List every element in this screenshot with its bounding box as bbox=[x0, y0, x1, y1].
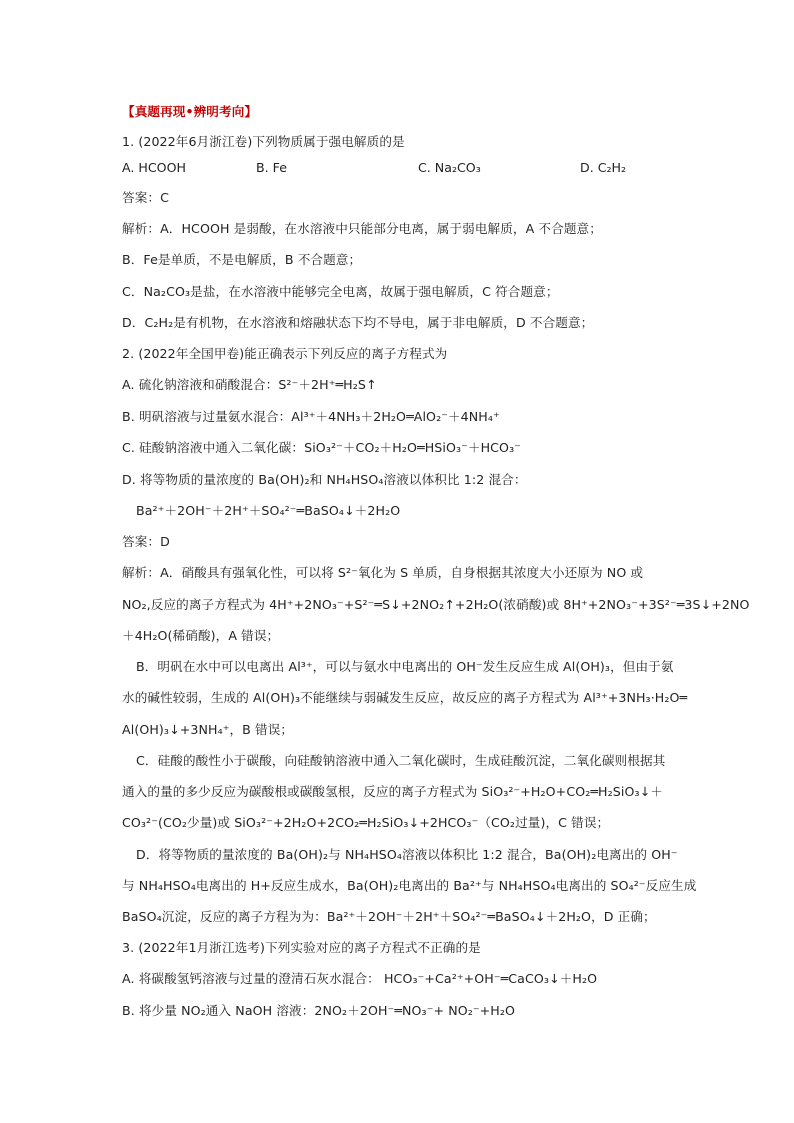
q2-analysis-line: 水的碱性较弱，生成的 Al(OH)₃不能继续与弱碱发生反应，故反应的离子方程式为 Al³⁺+3NH₃·H₂O═ bbox=[122, 690, 688, 705]
q2-option-b: B. 明矾溶液与过量氨水混合：Al³⁺＋4NH₃＋2H₂O═AlO₂⁻＋4NH₄⁺ bbox=[122, 409, 500, 424]
q2-option-d-equation: Ba²⁺＋2OH⁻＋2H⁺＋SO₄²⁻═BaSO₄↓＋2H₂O bbox=[136, 503, 401, 518]
q2-analysis-line: 与 NH₄HSO₄电离出的 H+反应生成水，Ba(OH)₂电离出的 Ba²⁺与 NH₄HSO₄电离出的 SO₄²⁻反应生成 bbox=[122, 878, 697, 893]
q1-option-b: B. Fe bbox=[256, 160, 287, 175]
q3-option-b: B. 将少量 NO₂通入 NaOH 溶液：2NO₂＋2OH⁻═NO₃⁻+ NO₂⁻+H₂O bbox=[122, 1003, 516, 1018]
q2-answer: 答案：D bbox=[122, 534, 170, 549]
q1-analysis-line: D．C₂H₂是有机物，在水溶液和熔融状态下均不导电，属于非电解质，D 不合题意； bbox=[122, 315, 594, 330]
q2-option-a: A. 硫化钠溶液和硝酸混合：S²⁻＋2H⁺═H₂S↑ bbox=[122, 377, 377, 392]
q3-option-a: A. 将碳酸氢钙溶液与过量的澄清石灰水混合： HCO₃⁻+Ca²⁺+OH⁻═CaCO₃↓＋H₂O bbox=[122, 971, 598, 986]
q2-analysis-line: BaSO₄沉淀，反应的离子方程为为：Ba²⁺＋2OH⁻＋2H⁺＋SO₄²⁻═BaSO₄↓＋2H₂O，D 正确； bbox=[122, 909, 656, 924]
q1-option-a: A. HCOOH bbox=[122, 160, 186, 175]
q2-analysis-line: 解析：A．硝酸具有强氧化性，可以将 S²⁻氧化为 S 单质，自身根据其浓度大小还原为 NO 或 bbox=[122, 565, 644, 580]
q2-option-c: C. 硅酸钠溶液中通入二氧化碳：SiO₃²⁻＋CO₂＋H₂O═HSiO₃⁻＋HCO₃⁻ bbox=[122, 440, 521, 455]
q1-options bbox=[122, 160, 682, 176]
q2-analysis-line: NO₂,反应的离子方程式为 4H⁺+2NO₃⁻+S²⁻═S↓+2NO₂↑+2H₂O(浓硝酸)或 8H⁺+2NO₃⁻+3S²⁻═3S↓+2NO bbox=[122, 597, 750, 612]
q1-answer: 答案：C bbox=[122, 190, 169, 205]
q2-option-d: D. 将等物质的量浓度的 Ba(OH)₂和 NH₄HSO₄溶液以体积比 1:2 混合： bbox=[122, 472, 527, 487]
section-heading: 【真题再现•辨明考向】 bbox=[122, 104, 258, 119]
q1-analysis-line: C．Na₂CO₃是盐，在水溶液中能够完全电离，故属于强电解质，C 符合题意； bbox=[122, 284, 559, 299]
q1-analysis-line: 解析：A．HCOOH 是弱酸，在水溶液中只能部分电离，属于弱电解质，A 不合题意； bbox=[122, 221, 602, 236]
q2-analysis-line: CO₃²⁻(CO₂少量)或 SiO₃²⁻+2H₂O+2CO₂═H₂SiO₃↓+2HCO₃⁻（CO₂过量)，C 错误； bbox=[122, 815, 610, 830]
q2-analysis-line: B．明矾在水中可以电离出 Al³⁺，可以与氨水中电离出的 OH⁻发生反应生成 Al(OH)₃，但由于氨 bbox=[136, 659, 674, 674]
q3-stem: 3. (2022年1月浙江选考)下列实验对应的离子方程式不正确的是 bbox=[122, 940, 481, 955]
q2-analysis-line: C．硅酸的酸性小于碳酸，向硅酸钠溶液中通入二氧化碳时，生成硅酸沉淀，二氧化碳则根据其 bbox=[136, 753, 666, 768]
q2-stem: 2. (2022年全国甲卷)能正确表示下列反应的离子方程式为 bbox=[122, 346, 448, 361]
q2-analysis-line: ＋4H₂O(稀硝酸)，A 错误； bbox=[122, 628, 280, 643]
q1-stem: 1. (2022年6月浙江卷)下列物质属于强电解质的是 bbox=[122, 134, 405, 149]
q2-analysis-line: 通入的量的多少反应为碳酸根或碳酸氢根，反应的离子方程式为 SiO₃²⁻+H₂O+CO₂═H₂SiO₃↓＋ bbox=[122, 784, 663, 799]
q1-analysis-line: B．Fe是单质，不是电解质，B 不合题意； bbox=[122, 252, 362, 267]
q2-analysis-line: Al(OH)₃↓+3NH₄⁺，B 错误； bbox=[122, 722, 294, 737]
q1-option-d: D. C₂H₂ bbox=[580, 160, 627, 175]
q1-option-c: C. Na₂CO₃ bbox=[418, 160, 481, 175]
q2-analysis-line: D．将等物质的量浓度的 Ba(OH)₂与 NH₄HSO₄溶液以体积比 1:2 混合，Ba(OH)₂电离出的 OH⁻ bbox=[136, 847, 678, 862]
